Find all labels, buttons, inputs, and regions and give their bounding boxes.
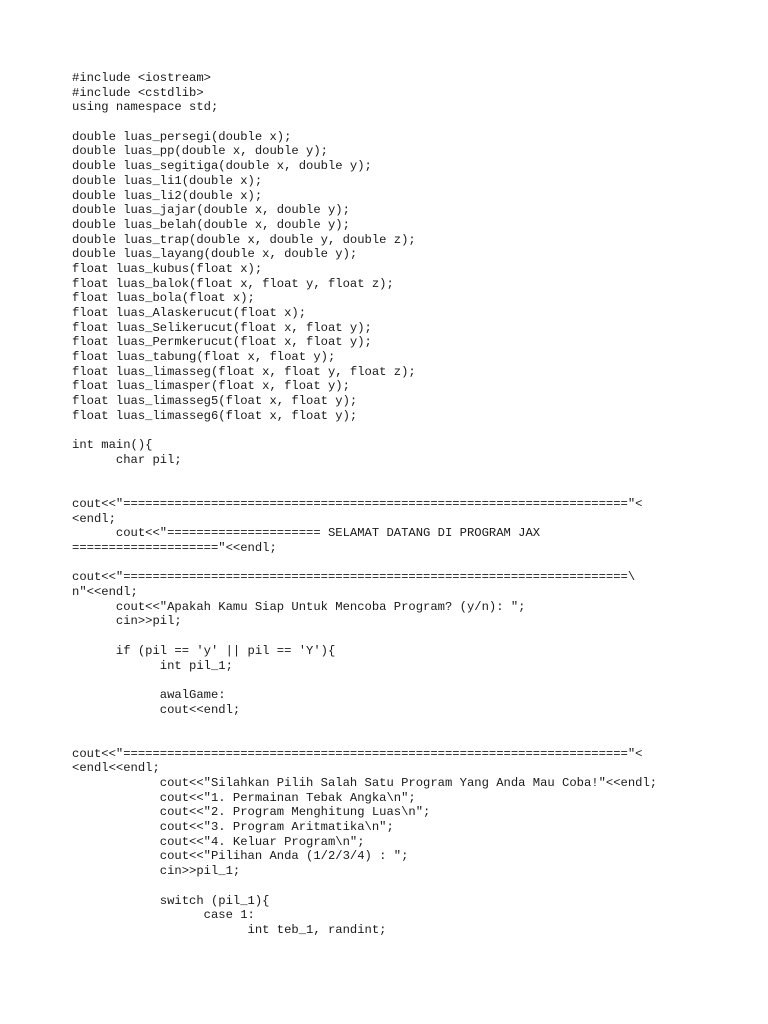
code-line: cout<<"===================== SELAMAT DATANG DI PROGRAM JAX <box>72 526 541 541</box>
code-line: float luas_limasper(float x, float y); <box>72 379 350 394</box>
code-line: cout<<"4. Keluar Program\n"; <box>72 834 365 849</box>
code-line <box>72 732 712 747</box>
code-line: #include <iostream> <box>72 71 211 85</box>
code-line: float luas_Alaskerucut(float x); <box>72 306 307 320</box>
code-line <box>72 468 712 483</box>
code-line: int teb_1, randint; <box>72 922 387 937</box>
code-line <box>72 717 712 732</box>
code-line: float luas_limasseg6(float x, float y); <box>72 408 358 423</box>
code-line <box>72 629 712 644</box>
code-line <box>72 673 712 688</box>
code-line: float luas_limasseg5(float x, float y); <box>72 394 358 409</box>
code-line: using namespace std; <box>72 100 219 115</box>
code-line: double luas_pp(double x, double y); <box>72 144 328 159</box>
code-line: cout<<"====================================================================="< <box>72 496 643 511</box>
code-line: double luas_belah(double x, double y); <box>72 217 350 232</box>
code-line: cout<<"====================================================================="< <box>72 746 643 761</box>
code-line: <endl<<endl; <box>72 761 160 776</box>
code-line: double luas_li2(double x); <box>72 188 263 203</box>
code-line: if (pil == 'y' || pil == 'Y'){ <box>72 643 336 658</box>
code-line: double luas_segitiga(double x, double y); <box>72 159 372 174</box>
code-line <box>72 482 712 497</box>
code-line: double luas_trap(double x, double y, double z); <box>72 232 416 247</box>
code-line: double luas_jajar(double x, double y); <box>72 203 350 218</box>
code-line: char pil; <box>72 452 182 467</box>
code-line: cout<<"Apakah Kamu Siap Untuk Mencoba Program? (y/n): "; <box>72 599 526 614</box>
code-line: cin>>pil_1; <box>72 864 241 879</box>
code-line: float luas_tabung(float x, float y); <box>72 350 336 365</box>
code-line <box>72 424 712 439</box>
code-line: float luas_limasseg(float x, float y, float z); <box>72 364 416 379</box>
code-line: float luas_kubus(float x); <box>72 261 263 276</box>
code-line: cin>>pil; <box>72 614 182 629</box>
code-line: n"<<endl; <box>72 585 138 600</box>
code-line <box>72 556 712 571</box>
code-line: <endl; <box>72 511 116 526</box>
code-line: float luas_balok(float x, float y, float z); <box>72 276 394 291</box>
code-line: cout<<"Pilihan Anda (1/2/3/4) : "; <box>72 849 409 864</box>
code-line: int main(){ <box>72 438 153 453</box>
code-line: cout<<endl; <box>72 702 241 717</box>
code-listing <box>72 71 712 938</box>
code-line: cout<<"Silahkan Pilih Salah Satu Program Yang Anda Mau Coba!"<<endl; <box>72 776 658 790</box>
code-line: int pil_1; <box>72 658 233 673</box>
code-line: float luas_Permkerucut(float x, float y); <box>72 335 372 350</box>
code-line: double luas_persegi(double x); <box>72 129 292 144</box>
code-line: awalGame: <box>72 687 226 702</box>
code-line: double luas_layang(double x, double y); <box>72 247 358 262</box>
code-line: switch (pil_1){ <box>72 893 270 908</box>
code-line: cout<<"3. Program Aritmatika\n"; <box>72 820 394 835</box>
code-line <box>72 879 712 894</box>
code-line: #include <cstdlib> <box>72 85 204 100</box>
code-line: cout<<"2. Program Menghitung Luas\n"; <box>72 805 431 820</box>
code-line <box>72 115 712 130</box>
code-line: ===================="<<endl; <box>72 541 277 555</box>
code-line: cout<<"1. Permainan Tebak Angka\n"; <box>72 790 416 805</box>
code-line: float luas_Selikerucut(float x, float y); <box>72 320 372 335</box>
code-line: double luas_li1(double x); <box>72 173 263 188</box>
code-line: float luas_bola(float x); <box>72 291 255 306</box>
code-line: case 1: <box>72 908 255 923</box>
code-line: cout<<"=====================================================================\ <box>72 570 636 585</box>
